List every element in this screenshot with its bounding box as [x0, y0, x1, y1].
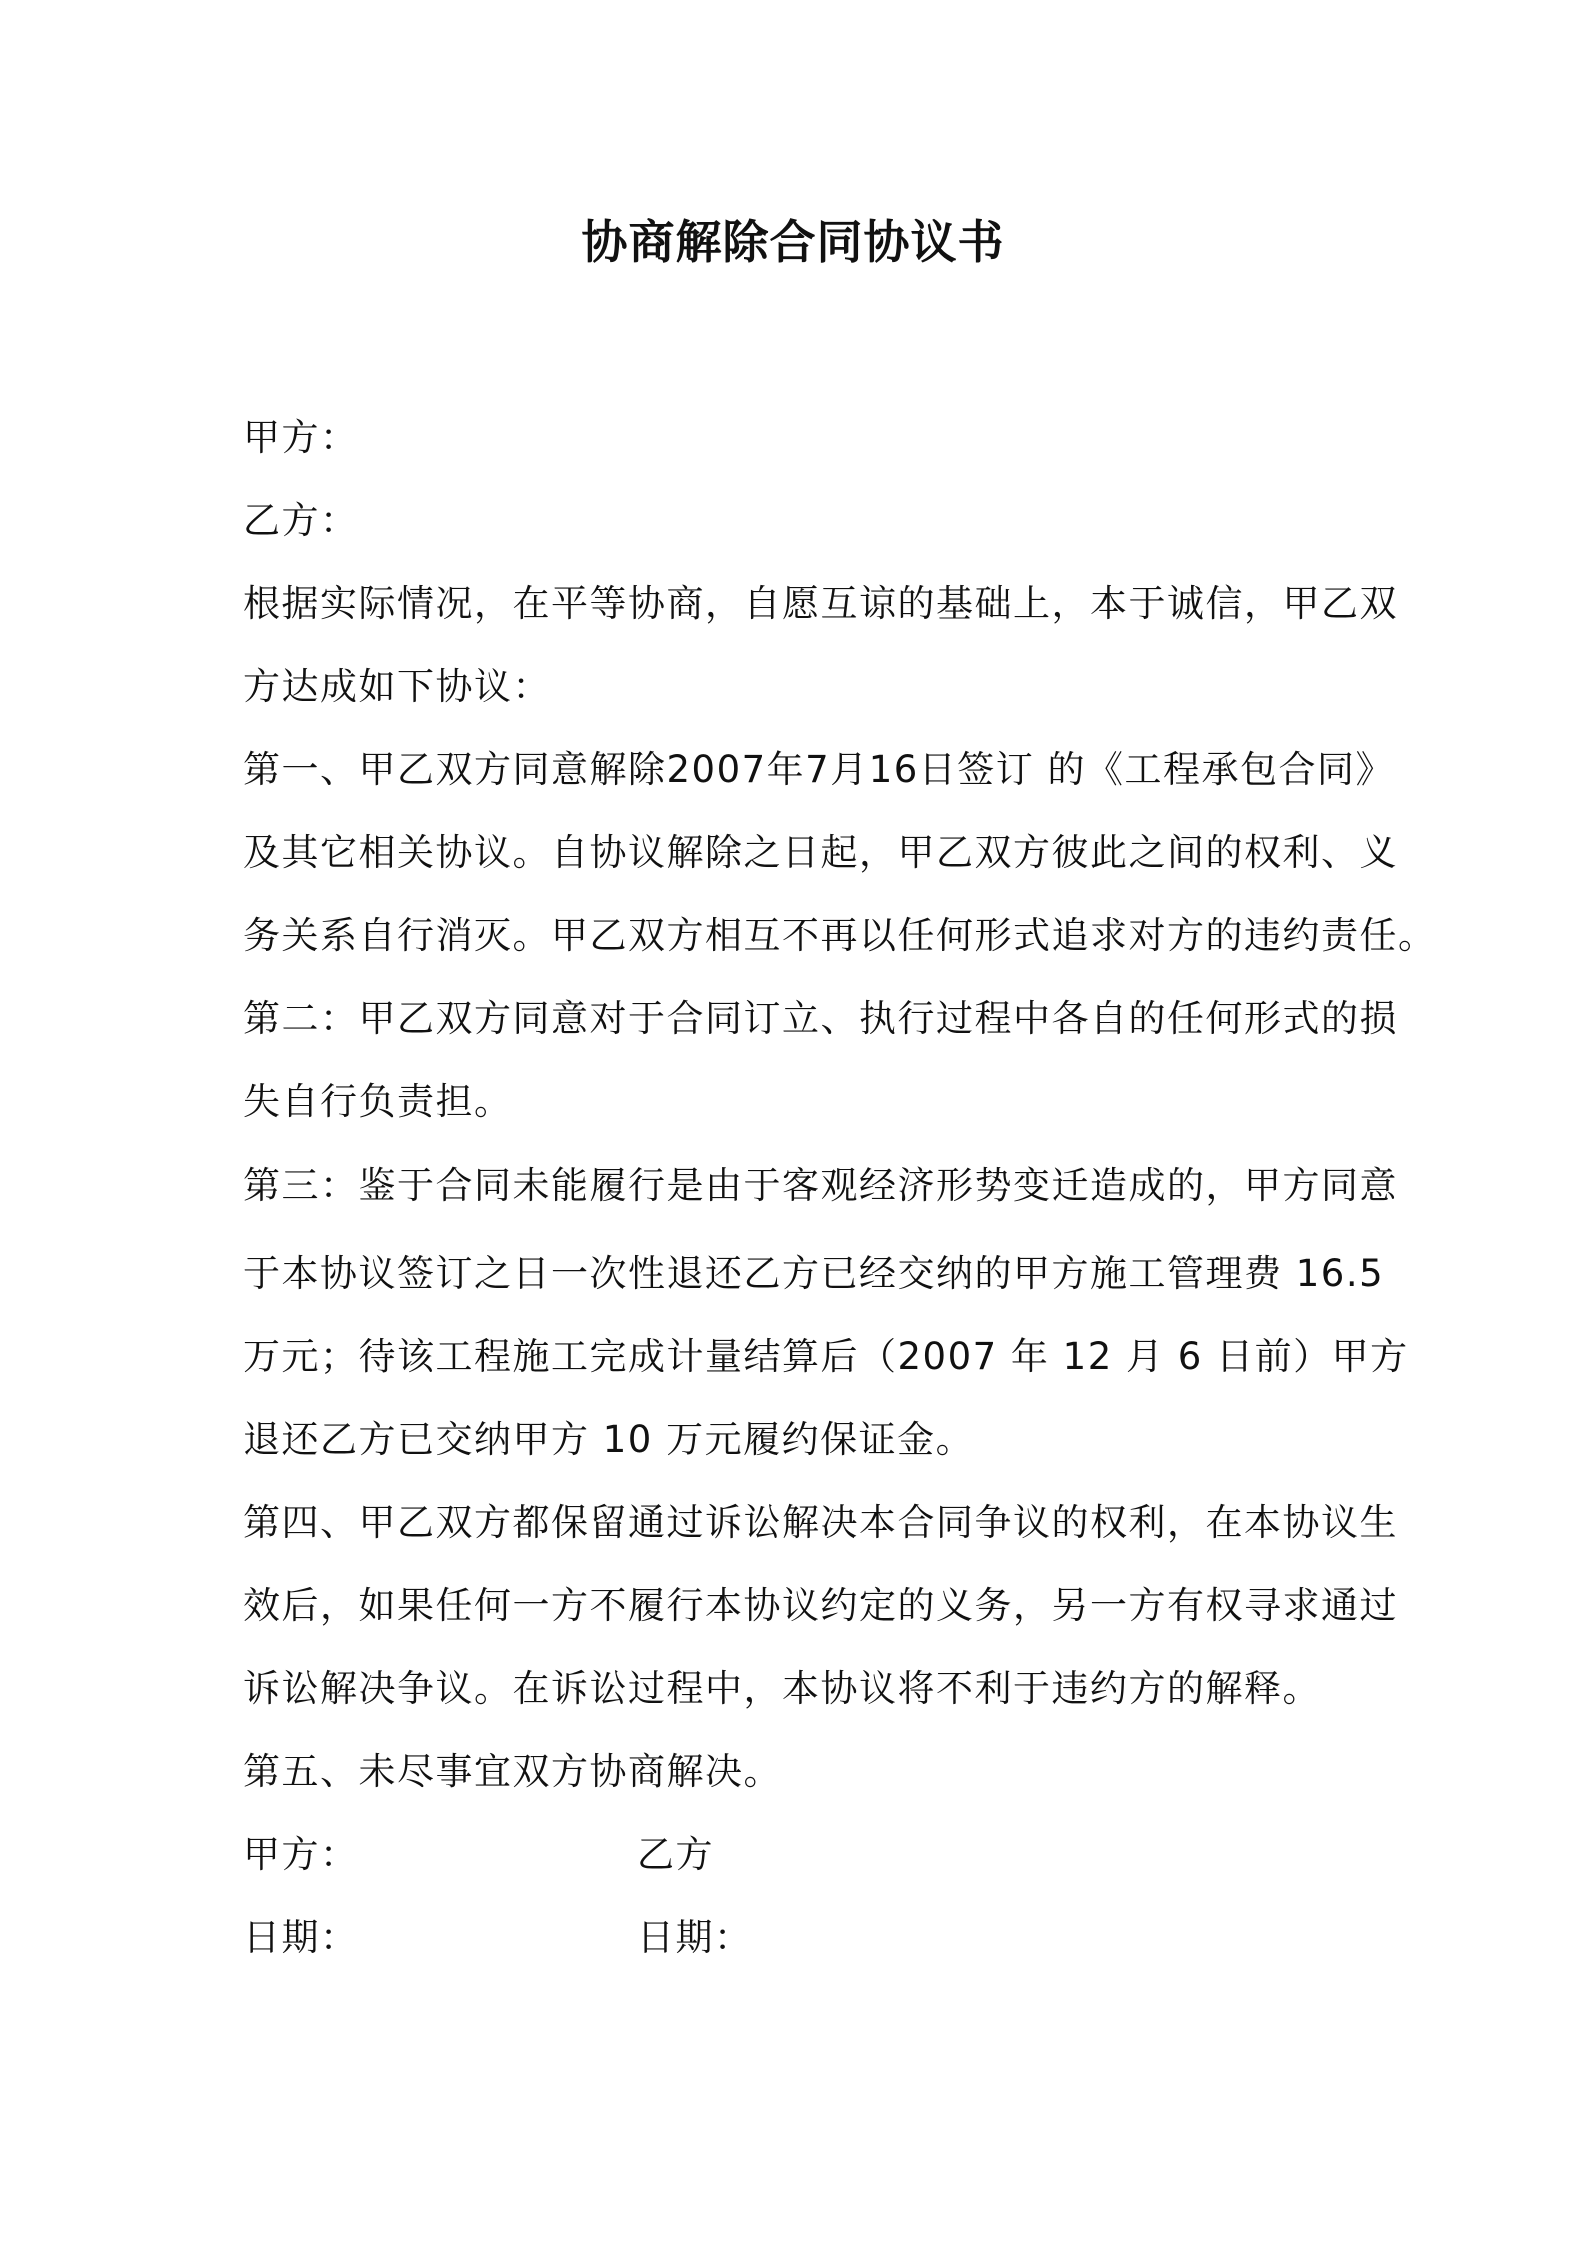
party-a-label: 甲方： — [243, 416, 359, 459]
paragraph-line: 方达成如下协议： — [243, 665, 551, 708]
paragraph-line: 及其它相关协议。自协议解除之日起，甲乙双方彼此之间的权利、义 — [243, 831, 1398, 874]
paragraph-line: 效后，如果任何一方不履行本协议约定的义务，另一方有权寻求通过 — [243, 1584, 1398, 1627]
signature-party-a: 甲方： — [243, 1833, 359, 1876]
paragraph-line: 失自行负责担。 — [243, 1080, 513, 1123]
paragraph-line: 万元；待该工程施工完成计量结算后（2007 年 12 月 6 日前）甲方 — [243, 1335, 1409, 1378]
document-title: 协商解除合同协议书 — [581, 215, 1005, 269]
paragraph-line: 于本协议签订之日一次性退还乙方已经交纳的甲方施工管理费 16.5 — [243, 1252, 1385, 1295]
paragraph-line: 退还乙方已交纳甲方 10 万元履约保证金。 — [243, 1418, 975, 1461]
paragraph-line: 根据实际情况，在平等协商，自愿互谅的基础上，本于诚信，甲乙双 — [243, 582, 1398, 625]
paragraph-line: 第二：甲乙双方同意对于合同订立、执行过程中各自的任何形式的损 — [243, 997, 1398, 1040]
paragraph-line: 务关系自行消灭。甲乙双方相互不再以任何形式追求对方的违约责任。 — [243, 914, 1437, 957]
signature-date-b: 日期： — [637, 1916, 753, 1959]
paragraph-line: 第四、甲乙双方都保留通过诉讼解决本合同争议的权利，在本协议生 — [243, 1501, 1398, 1544]
signature-date-a: 日期： — [243, 1916, 359, 1959]
paragraph-line: 第三：鉴于合同未能履行是由于客观经济形势变迁造成的，甲方同意 — [243, 1164, 1398, 1207]
party-b-label: 乙方： — [243, 499, 359, 542]
paragraph-line: 第五、未尽事宜双方协商解决。 — [243, 1750, 782, 1793]
paragraph-line: 第一、甲乙双方同意解除2007年7月16日签订 的《工程承包合同》 — [243, 748, 1395, 791]
signature-party-b: 乙方 — [637, 1833, 714, 1876]
paragraph-line: 诉讼解决争议。在诉讼过程中，本协议将不利于违约方的解释。 — [243, 1667, 1321, 1710]
